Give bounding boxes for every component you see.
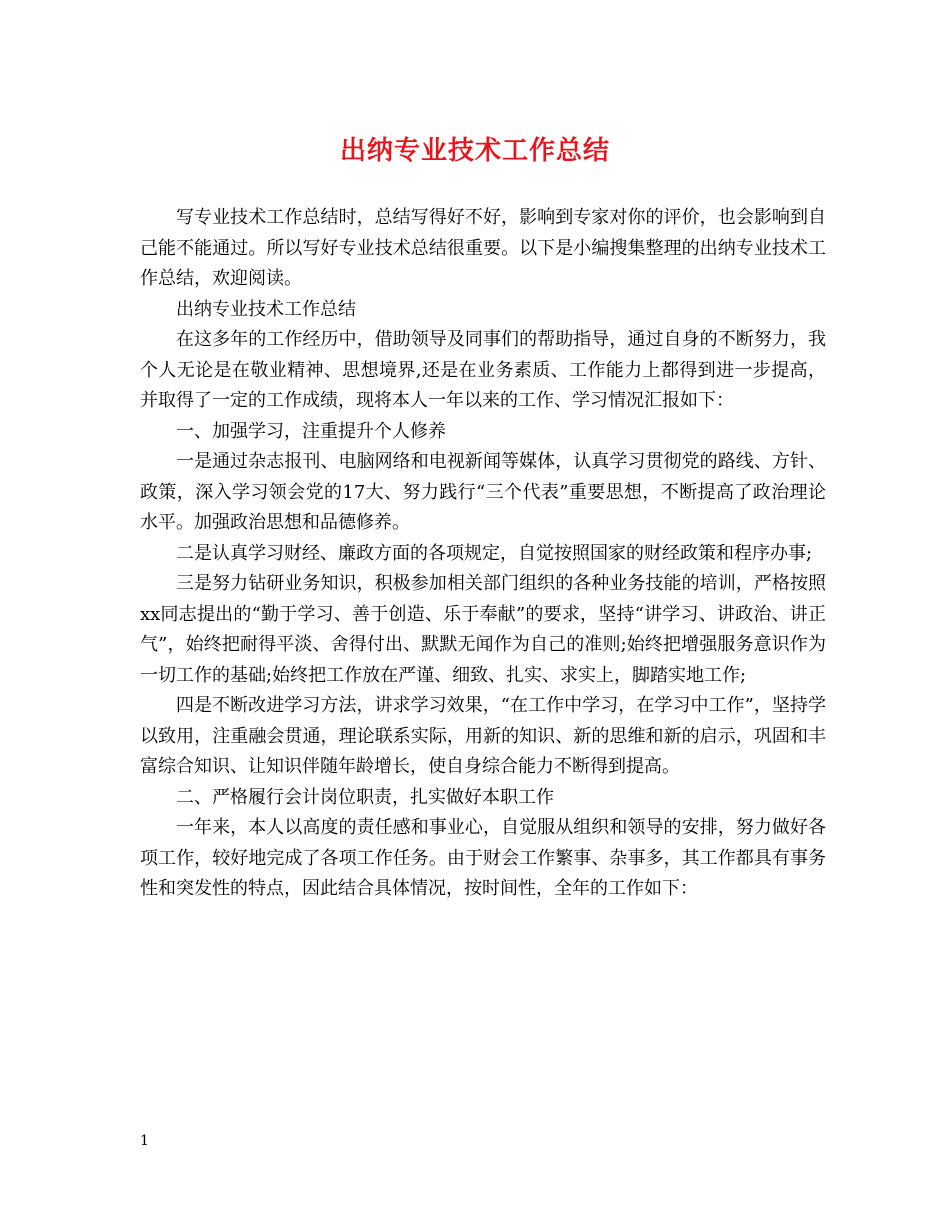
page-number: 1 [140,1133,149,1149]
section-heading-2: 二、严格履行会计岗位职责，扎实做好本职工作 [176,786,554,808]
section-heading-1: 一、加强学习，注重提升个人修养 [176,420,446,442]
paragraph-intro: 写专业技术工作总结时，总结写得好不好，影响到专家对你的评价，也会影响到自己能不能通过。所以写好专业技术总结很重要。以下是小编搜集整理的出纳专业技术工作总结，欢迎阅读。 [140,207,826,289]
paragraph-overview: 在这多年的工作经历中，借助领导及同事们的帮助指导，通过自身的不断努力，我个人无论是在敬业精神、思想境界,还是在业务素质、工作能力上都得到进一步提高，并取得了一定的工作成绩，现将本人一年以来的工作、学习情况汇报如下： [140,329,826,411]
document-body [140,203,826,905]
paragraph-point-3: 三是努力钻研业务知识，积极参加相关部门组织的各种业务技能的培训，严格按照xx同志提出的“勤于学习、善于创造、乐于奉献”的要求，坚持“讲学习、讲政治、讲正气”，始终把耐得平淡、舍得付出、默默无闻作为自己的准则;始终把增强服务意识作为一切工作的基础;始终把工作放在严谨、细致、扎实、求实上，脚踏实地工作; [140,573,826,686]
paragraph-subtitle: 出纳专业技术工作总结 [176,298,356,320]
paragraph-point-1: 一是通过杂志报刊、电脑网络和电视新闻等媒体，认真学习贯彻党的路线、方针、政策，深入学习领会党的17大、努力践行“三个代表”重要思想，不断提高了政治理论水平。加强政治思想和品德修养。 [140,451,826,533]
paragraph-section-2: 一年来，本人以高度的责任感和事业心，自觉服从组织和领导的安排，努力做好各项工作，较好地完成了各项工作任务。由于财会工作繁事、杂事多，其工作都具有事务性和突发性的特点，因此结合具体情况，按时间性，全年的工作如下： [140,817,826,899]
paragraph-point-2: 二是认真学习财经、廉政方面的各项规定，自觉按照国家的财经政策和程序办事; [176,542,813,564]
paragraph-point-4: 四是不断改进学习方法，讲求学习效果，“在工作中学习，在学习中工作”，坚持学以致用，注重融会贯通，理论联系实际，用新的知识、新的思维和新的启示，巩固和丰富综合知识、让知识伴随年龄增长，使自身综合能力不断得到提高。 [140,695,826,777]
document-title: 出纳专业技术工作总结 [339,136,610,166]
